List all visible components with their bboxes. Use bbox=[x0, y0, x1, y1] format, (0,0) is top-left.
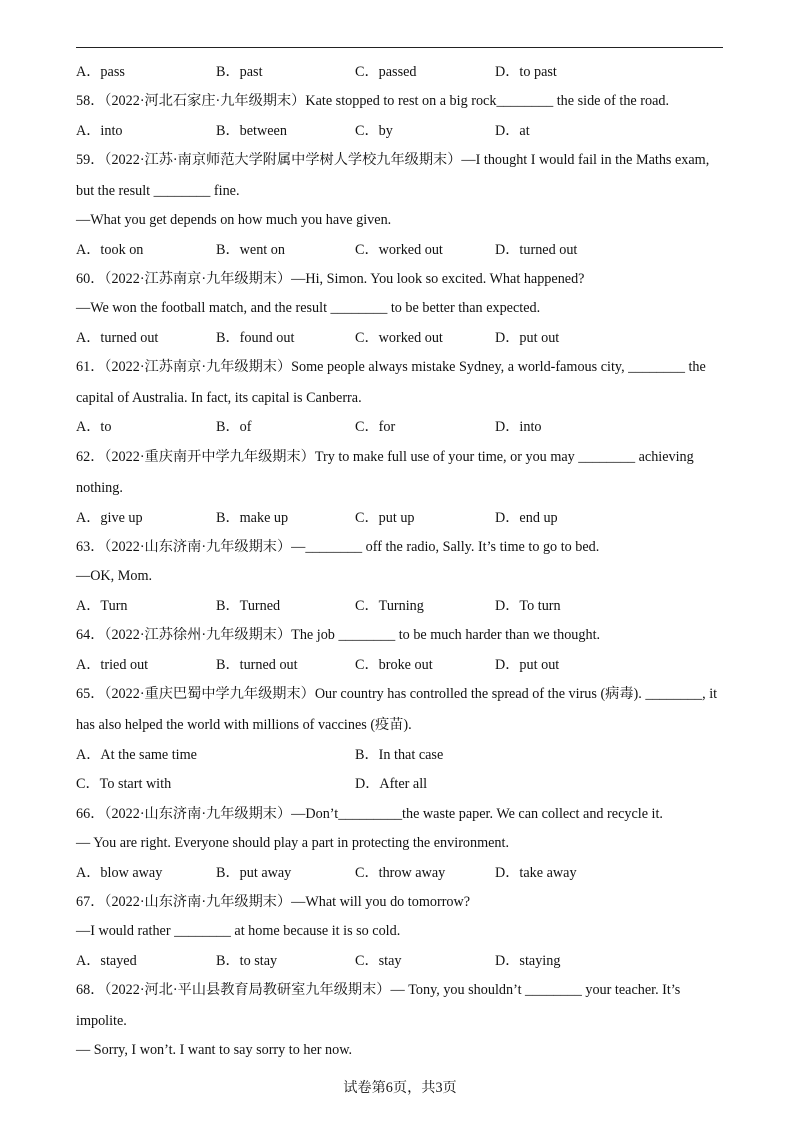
answer-option: D．take away bbox=[495, 865, 577, 881]
page-footer: 试卷第6页，共3页 bbox=[343, 1080, 457, 1096]
answer-option: C．broke out bbox=[355, 657, 433, 673]
question-text-line: —OK, Mom. bbox=[76, 568, 153, 584]
question-stem: 60．（2022·江苏南京·九年级期末）—Hi, Simon. You look so excited. What happened? bbox=[76, 271, 585, 287]
header-rule bbox=[76, 47, 723, 48]
answer-option: B．went on bbox=[216, 242, 285, 258]
answer-option: B．put away bbox=[216, 865, 292, 881]
question-stem: 65．（2022·重庆巴蜀中学九年级期末）Our country has controlled the spread of the virus (病毒). ________, it bbox=[76, 686, 718, 702]
answer-option: B．between bbox=[216, 123, 287, 139]
question-stem: 67．（2022·山东济南·九年级期末）—What will you do tomorrow? bbox=[76, 894, 471, 910]
options-row bbox=[76, 329, 723, 347]
question-text-line: but the result ________ fine. bbox=[76, 183, 240, 199]
question-text-line: —We won the football match, and the result ________ to be better than expected. bbox=[76, 300, 541, 316]
answer-option: C．To start with bbox=[76, 776, 172, 792]
answer-option: A．took on bbox=[76, 242, 144, 258]
options-row bbox=[76, 746, 723, 764]
options-row bbox=[76, 122, 723, 140]
answer-option: D．turned out bbox=[495, 242, 578, 258]
question-text-line: impolite. bbox=[76, 1013, 127, 1029]
answer-option: D．To turn bbox=[495, 598, 561, 614]
answer-option: D．at bbox=[495, 123, 530, 139]
question-text-line: nothing. bbox=[76, 480, 123, 496]
answer-option: C．Turning bbox=[355, 598, 424, 614]
answer-option: C．put up bbox=[355, 510, 415, 526]
options-row bbox=[76, 597, 723, 615]
options-row bbox=[76, 241, 723, 259]
answer-option: A．to bbox=[76, 419, 112, 435]
options-row bbox=[76, 63, 723, 81]
answer-option: A．into bbox=[76, 123, 123, 139]
answer-option: B．Turned bbox=[216, 598, 281, 614]
options-row bbox=[76, 952, 723, 970]
answer-option: A．blow away bbox=[76, 865, 163, 881]
answer-option: D．staying bbox=[495, 953, 561, 969]
answer-option: B．make up bbox=[216, 510, 289, 526]
question-stem: 58．（2022·河北石家庄·九年级期末）Kate stopped to rest on a big rock________ the side of the road. bbox=[76, 93, 670, 109]
answer-option: C．by bbox=[355, 123, 393, 139]
answer-option: A．At the same time bbox=[76, 747, 197, 763]
answer-option: D．After all bbox=[355, 776, 428, 792]
answer-option: B．of bbox=[216, 419, 252, 435]
question-stem: 66．（2022·山东济南·九年级期末）—Don’t_________the waste paper. We can collect and recycle it. bbox=[76, 806, 663, 822]
question-stem: 61．（2022·江苏南京·九年级期末）Some people always mistake Sydney, a world-famous city, ________ the bbox=[76, 359, 706, 375]
answer-option: C．worked out bbox=[355, 242, 443, 258]
question-text-line: has also helped the world with millions of vaccines (疫苗). bbox=[76, 717, 412, 733]
answer-option: C．stay bbox=[355, 953, 402, 969]
answer-option: B．turned out bbox=[216, 657, 298, 673]
question-text-line: — You are right. Everyone should play a part in protecting the environment. bbox=[76, 835, 510, 851]
answer-option: D．into bbox=[495, 419, 542, 435]
answer-option: A．tried out bbox=[76, 657, 149, 673]
question-text-line: —I would rather ________ at home because it is so cold. bbox=[76, 923, 401, 939]
question-text-line: —What you get depends on how much you have given. bbox=[76, 212, 392, 228]
options-row bbox=[76, 775, 723, 793]
answer-option: B．past bbox=[216, 64, 263, 80]
question-stem: 64．（2022·江苏徐州·九年级期末）The job ________ to be much harder than we thought. bbox=[76, 627, 601, 643]
answer-option: D．put out bbox=[495, 330, 560, 346]
question-stem: 59．（2022·江苏·南京师范大学附属中学树人学校九年级期末）—I thought I would fail in the Maths exam, bbox=[76, 152, 710, 168]
answer-option: B．found out bbox=[216, 330, 295, 346]
answer-option: C．passed bbox=[355, 64, 417, 80]
answer-option: D．end up bbox=[495, 510, 558, 526]
answer-option: A．turned out bbox=[76, 330, 159, 346]
options-row bbox=[76, 418, 723, 436]
question-stem: 62．（2022·重庆南开中学九年级期末）Try to make full use of your time, or you may ________ achieving bbox=[76, 449, 694, 465]
answer-option: A．stayed bbox=[76, 953, 137, 969]
answer-option: C．throw away bbox=[355, 865, 446, 881]
answer-option: A．pass bbox=[76, 64, 125, 80]
answer-option: C．for bbox=[355, 419, 396, 435]
question-text-line: — Sorry, I won’t. I want to say sorry to her now. bbox=[76, 1042, 353, 1058]
answer-option: B．to stay bbox=[216, 953, 278, 969]
question-text-line: capital of Australia. In fact, its capital is Canberra. bbox=[76, 390, 362, 406]
options-row bbox=[76, 656, 723, 674]
question-stem: 63．（2022·山东济南·九年级期末）—________ off the radio, Sally. It’s time to go to bed. bbox=[76, 539, 600, 555]
question-stem: 68．（2022·河北·平山县教育局教研室九年级期末）— Tony, you shouldn’t ________ your teacher. It’s bbox=[76, 982, 681, 998]
answer-option: C．worked out bbox=[355, 330, 443, 346]
answer-option: A．give up bbox=[76, 510, 143, 526]
options-row bbox=[76, 864, 723, 882]
answer-option: A．Turn bbox=[76, 598, 128, 614]
answer-option: D．to past bbox=[495, 64, 557, 80]
answer-option: B．In that case bbox=[355, 747, 444, 763]
answer-option: D．put out bbox=[495, 657, 560, 673]
options-row bbox=[76, 509, 723, 527]
